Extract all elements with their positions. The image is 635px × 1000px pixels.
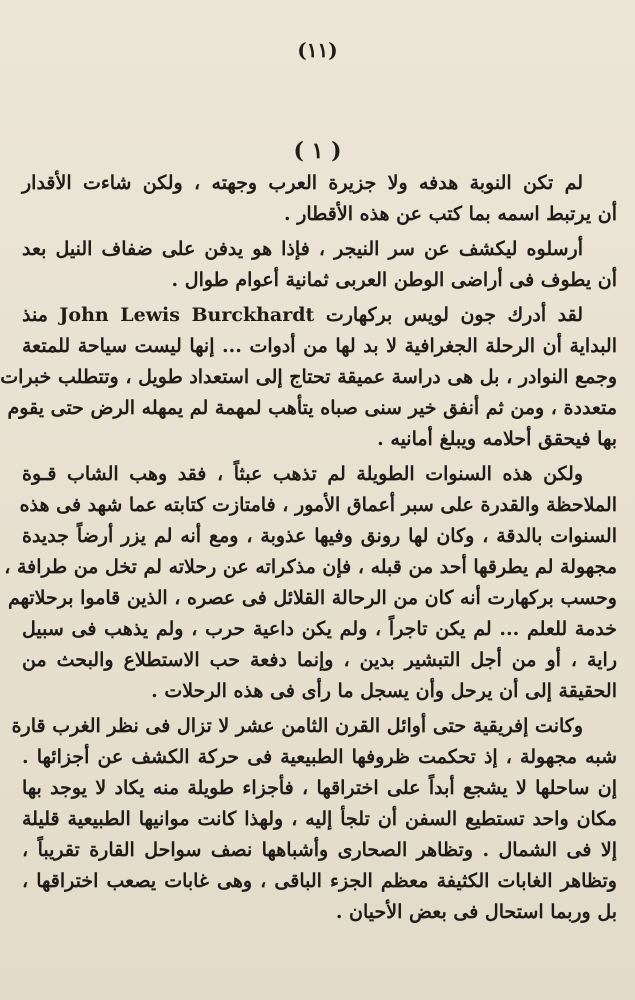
text-line: الملاحظة والقدرة على سبر أعماق الأمور ، فامتازت كتابته عما شهد فى هذه: [19, 494, 617, 516]
text-line: إن ساحلها لا يشجع أبداً على اختراقها ، فأجزاء طويلة منه يكاد لا يوجد بها: [22, 777, 617, 799]
text-line: السنوات بالدقة ، وكان لها رونق وفيها عذوبة ، ومع أنه لم يزر أرضاً جديدة: [22, 525, 617, 547]
paragraph-1: [22, 168, 617, 230]
text-line: ولكن هذه السنوات الطويلة لم تذهب عبثاً ، فقد وهب الشاب قـوة: [22, 463, 583, 485]
text-line: بها فيحقق أحلامه ويبلغ أمانيه .: [377, 428, 617, 450]
paragraph-4: [4, 459, 617, 707]
paragraph-3: [0, 300, 617, 455]
text-line: مجهولة لم يطرقها أحد من قبله ، فإن مذكراته عن رحلاته لم تخل من طرافة ،: [4, 556, 617, 578]
text-line: لقد أدرك جون لويس بركهارت John Lewis Burckhardt منذ: [22, 304, 584, 326]
text-line: أرسلوه ليكشف عن سر النيجر ، فإذا هو يدفن على ضفاف النيل بعد: [22, 238, 583, 260]
paragraph-5: [11, 711, 617, 928]
text-line: شبه مجهولة ، إذ تحكمت ظروفها الطبيعية فى حركة الكشف عن أجزائها .: [22, 746, 617, 768]
page-number: (١١): [297, 38, 338, 62]
body-text: [0, 168, 617, 928]
text-line: راية ، أو من أجل التبشير بدين ، وإنما دفعة حب الاستطلاع والبحث من: [22, 649, 617, 671]
text-line: لم تكن النوبة هدفه ولا جزيرة العرب وجهته ، ولكن شاءت الأقدار: [22, 172, 583, 194]
text-line: أن يرتبط اسمه بما كتب عن هذه الأقطار .: [284, 203, 617, 225]
text-line: وحسب بركهارت أنه كان من الرحالة القلائل فى عصره ، الذين قاموا برحلاتهم: [7, 587, 617, 609]
text-line: الحقيقة إلى أن يرحل وأن يسجل ما رأى فى هذه الرحلات .: [151, 680, 617, 702]
text-line: مكان واحد تستطيع السفن أن تلجأ إليه ، ولهذا كانت موانيها الطبيعية قليلة: [22, 808, 617, 830]
paragraph-2: [22, 234, 617, 296]
text-line: وجمع النوادر ، بل هى دراسة عميقة تحتاج إلى استعداد طويل ، وتتطلب خبرات: [0, 366, 617, 388]
text-line: إلا فى الشمال . وتظاهر الصحارى وأشباهها نصف سواحل القارة تقريباً ،: [22, 839, 617, 861]
section-number: ( ١ ): [293, 138, 342, 164]
text-line: متعددة ، ومن ثم أنفق خير سنى صباه يتأهب لمهمة لم يمهله الرض حتى يقوم: [7, 397, 617, 419]
text-line: أن يطوف فى أراضى الوطن العربى ثمانية أعوام طوال .: [171, 269, 617, 291]
text-line: بل وربما استحال فى بعض الأحيان .: [335, 901, 617, 923]
text-line: وكانت إفريقية حتى أوائل القرن الثامن عشر لا تزال فى نظر الغرب قارة: [11, 715, 583, 737]
text-line: خدمة للعلم ... لم يكن تاجراً ، ولم يكن داعية حرب ، ولم يذهب فى سبيل: [22, 618, 617, 640]
text-line: البداية أن الرحلة الجغرافية لا بد لها من أدوات ... إنها ليست سياحة للمتعة: [22, 335, 617, 357]
text-line: وتظاهر الغابات الكثيفة معظم الجزء الباقى ، وهى غابات يصعب اختراقها ،: [22, 870, 617, 892]
